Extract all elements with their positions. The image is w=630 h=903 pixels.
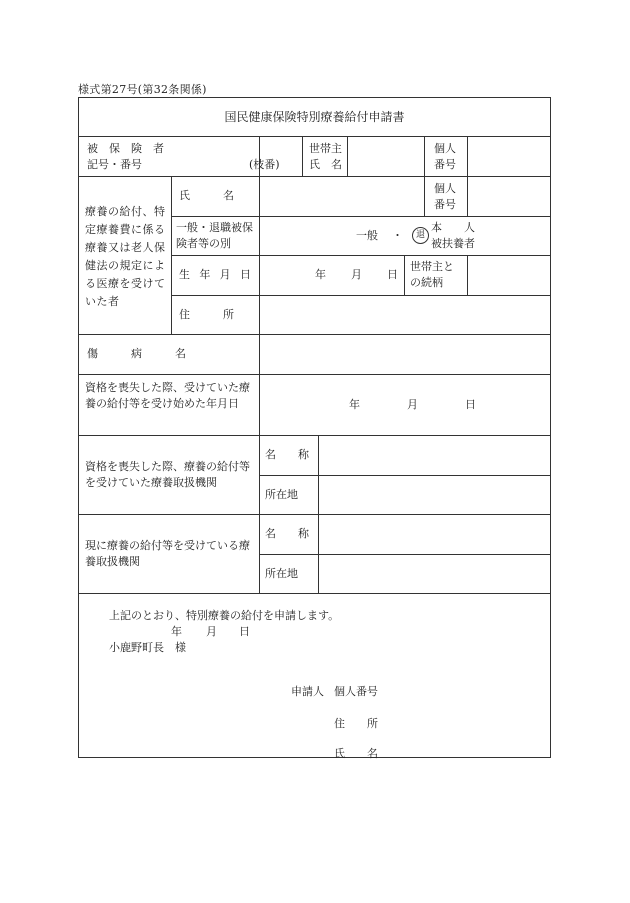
- householder-label-1: 世帯主: [309, 142, 342, 155]
- institution-at-loss-name-label: 名 称: [265, 448, 309, 461]
- divider: [79, 374, 550, 375]
- divider: [79, 514, 550, 515]
- divider: [347, 136, 348, 176]
- divider: [424, 176, 425, 216]
- declaration-text: 上記のとおり、特別療養の給付を申請します。: [109, 609, 340, 622]
- form-number: 様式第27号(第32条関係): [78, 83, 207, 96]
- divider: [259, 176, 260, 334]
- relation-label-2: の続柄: [410, 276, 443, 289]
- relation-label-1: 世帯主と: [410, 260, 454, 273]
- divider: [259, 475, 550, 476]
- patient-name-label: 氏 名: [179, 189, 234, 202]
- birth-date-label: [179, 267, 251, 283]
- category-dependent: 被扶養者: [431, 237, 475, 250]
- divider: [79, 334, 550, 335]
- divider: [467, 136, 468, 176]
- loss-start-date-label: 資格を喪失した際、受けていた療養の給付等を受け始めた年月日: [85, 381, 250, 410]
- divider: [171, 176, 172, 334]
- divider: [467, 176, 468, 216]
- applicant-personal-number-label: 個人番号: [334, 685, 378, 698]
- householder-label-2: 氏 名: [309, 158, 342, 171]
- insured-category-label-2: 険者等の別: [176, 237, 231, 250]
- category-separator: ・: [392, 229, 403, 242]
- birth-day: 日: [387, 268, 398, 281]
- insured-category-label-1: 一般・退職被保: [176, 221, 253, 234]
- application-form: [78, 97, 551, 758]
- divider: [79, 176, 550, 177]
- addressee: 小鹿野町長 様: [109, 641, 186, 654]
- divider: [79, 593, 550, 594]
- divider: [259, 554, 550, 555]
- category-self: 本 人: [431, 221, 475, 234]
- personal-number-label-1: 個人: [434, 142, 456, 155]
- applicant-name-label: 氏 名: [334, 747, 378, 760]
- institution-at-loss-label: 資格を喪失した際、療養の給付等を受けていた療養取扱機関: [85, 460, 250, 489]
- divider: [259, 435, 260, 593]
- insured-number-label-2: 記号・番号: [87, 158, 142, 171]
- personal-number-label-2: 番号: [434, 158, 456, 171]
- birth-date-text: 生 年 月 日: [179, 268, 251, 281]
- divider: [259, 334, 260, 435]
- divider: [171, 216, 550, 217]
- institution-at-loss-address-label: 所在地: [265, 488, 298, 501]
- disease-name-label: 傷 病 名: [87, 347, 186, 360]
- applicant-address-label: 住 所: [334, 717, 378, 730]
- divider: [318, 435, 319, 593]
- category-general: 一般: [356, 229, 378, 242]
- birth-month: 月: [351, 268, 362, 281]
- branch-number-label: (枝番): [249, 158, 280, 171]
- divider: [79, 435, 550, 436]
- retired-circle: 退: [412, 227, 429, 244]
- divider: [171, 295, 550, 296]
- divider: [171, 255, 550, 256]
- divider: [424, 136, 425, 176]
- divider: [79, 136, 550, 137]
- loss-year: 年: [349, 398, 360, 411]
- birth-year: 年: [315, 268, 326, 281]
- category-retired-mark: [410, 227, 431, 244]
- declaration-day: 日: [239, 625, 250, 638]
- divider: [302, 136, 303, 176]
- patient-personal-number-label-2: 番号: [434, 198, 456, 211]
- loss-month: 月: [407, 398, 418, 411]
- loss-day: 日: [465, 398, 476, 411]
- applicant-label: 申請人: [291, 685, 324, 698]
- patient-address-label: 住 所: [179, 308, 234, 321]
- patient-section-label: 療養の給付、特定療養費に係る療養又は老人保健法の規定による医療を受けていた者: [85, 205, 166, 308]
- current-institution-name-label: 名 称: [265, 527, 309, 540]
- divider: [404, 255, 405, 295]
- insured-number-label-1: 被 保 険 者: [87, 142, 164, 155]
- current-institution-label: 現に療養の給付等を受けている療養取扱機関: [85, 539, 250, 568]
- form-title: 国民健康保険特別療養給付申請書: [224, 110, 405, 124]
- divider: [467, 255, 468, 295]
- current-institution-address-label: 所在地: [265, 567, 298, 580]
- patient-personal-number-label-1: 個人: [434, 182, 456, 195]
- declaration-month: 月: [206, 625, 217, 638]
- declaration-year: 年: [171, 625, 182, 638]
